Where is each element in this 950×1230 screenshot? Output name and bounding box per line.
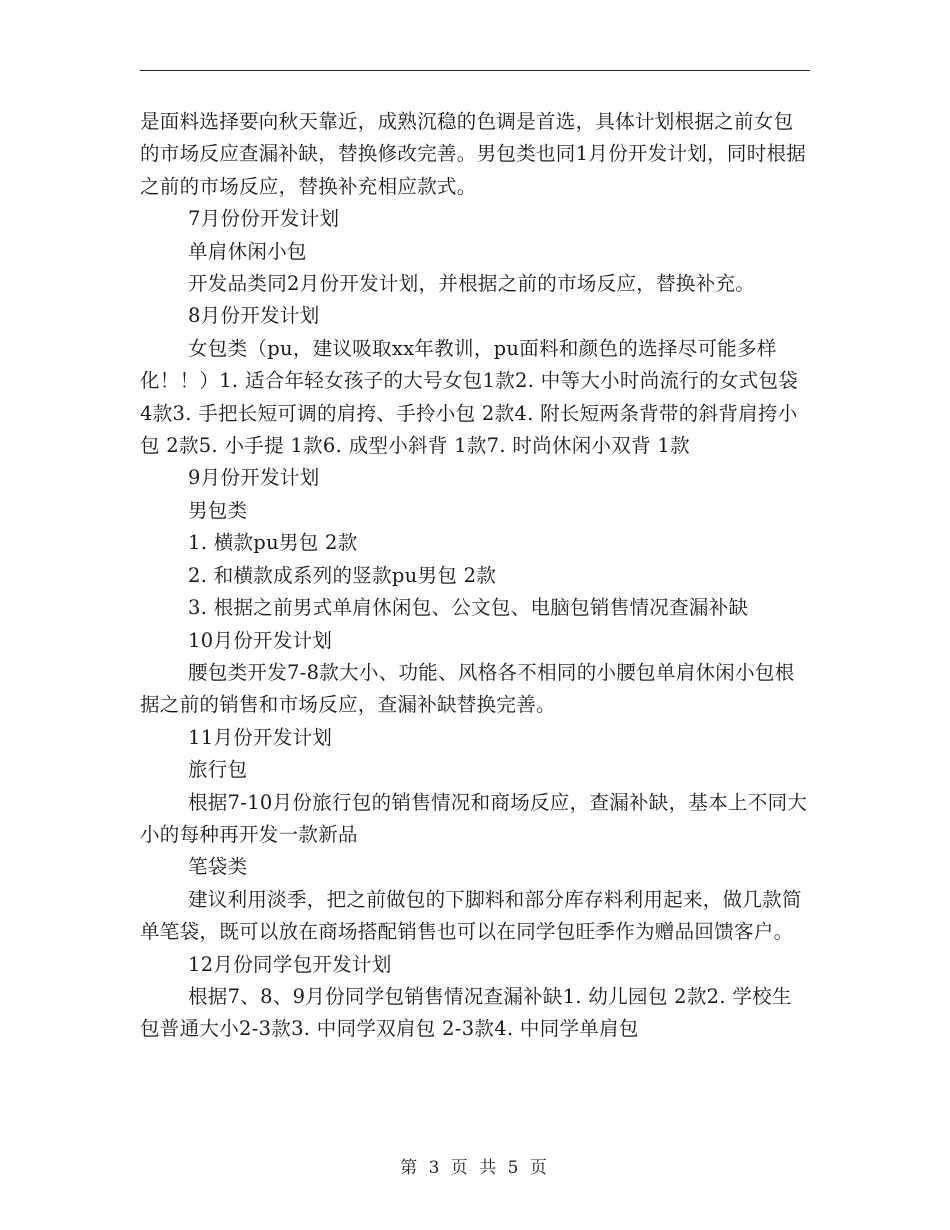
paragraph: 开发品类同2月份开发计划，并根据之前的市场反应，替换补充。 bbox=[188, 272, 756, 296]
paragraph: 建议利用淡季，把之前做包的下脚料和部分库存料利用起来，做几款简单笔袋，既可以放在商场搭配销售也可以在同学包旺季作为赠品回馈客户。 bbox=[140, 887, 802, 944]
document-body bbox=[140, 106, 810, 1046]
paragraph: 旅行包 bbox=[188, 758, 248, 782]
paragraph: 3. 根据之前男式单肩休闲包、公文包、电脑包销售情况查漏补缺 bbox=[188, 596, 749, 620]
paragraph: 8月份开发计划 bbox=[188, 304, 320, 328]
paragraph: 腰包类开发7-8款大小、功能、风格各不相同的小腰包单肩休闲小包根据之前的销售和市场反应，查漏补缺替换完善。 bbox=[140, 660, 795, 717]
paragraph: 2. 和横款成系列的竖款pu男包 2款 bbox=[188, 563, 497, 587]
header-rule bbox=[140, 70, 810, 71]
paragraph: 12月份同学包开发计划 bbox=[188, 952, 392, 976]
paragraph: 根据7-10月份旅行包的销售情况和商场反应，查漏补缺，基本上不同大小的每种再开发一款新品 bbox=[140, 790, 808, 846]
paragraph: 女包类（pu，建议吸取xx年教训，pu面料和颜色的选择尽可能多样化！！）1. 适合年轻女孩子的大号女包1款2. 中等大小时尚流行的女式包袋 4款3. 手把长短可调的肩挎、手拎小包 2款4. 附长短两条背带的斜背肩挎小包 2款5. 小手提 1款6. 成型小斜背 1款7. 时尚休闲小双背 1款 bbox=[140, 336, 799, 458]
paragraph: 是面料选择要向秋天靠近，成熟沉稳的色调是首选，具体计划根据之前女包的市场反应查漏补缺，替换修改完善。男包类也同1月份开发计划，同时根据之前的市场反应，替换补充相应款式。 bbox=[140, 110, 807, 198]
paragraph: 9月份开发计划 bbox=[188, 466, 320, 490]
paragraph: 笔袋类 bbox=[188, 855, 248, 879]
paragraph: 10月份开发计划 bbox=[188, 628, 333, 652]
paragraph: 1. 横款pu男包 2款 bbox=[188, 531, 358, 555]
paragraph: 11月份开发计划 bbox=[188, 725, 333, 749]
paragraph: 单肩休闲小包 bbox=[188, 239, 307, 263]
paragraph: 7月份份开发计划 bbox=[188, 207, 340, 231]
paragraph: 男包类 bbox=[188, 498, 248, 522]
paragraph: 根据7、8、9月份同学包销售情况查漏补缺1. 幼儿园包 2款2. 学校生包普通大小2-3款3. 中同学双肩包 2-3款4. 中同学单肩包 bbox=[140, 984, 792, 1041]
page-number: 第 3 页 共 5 页 bbox=[400, 1158, 550, 1178]
